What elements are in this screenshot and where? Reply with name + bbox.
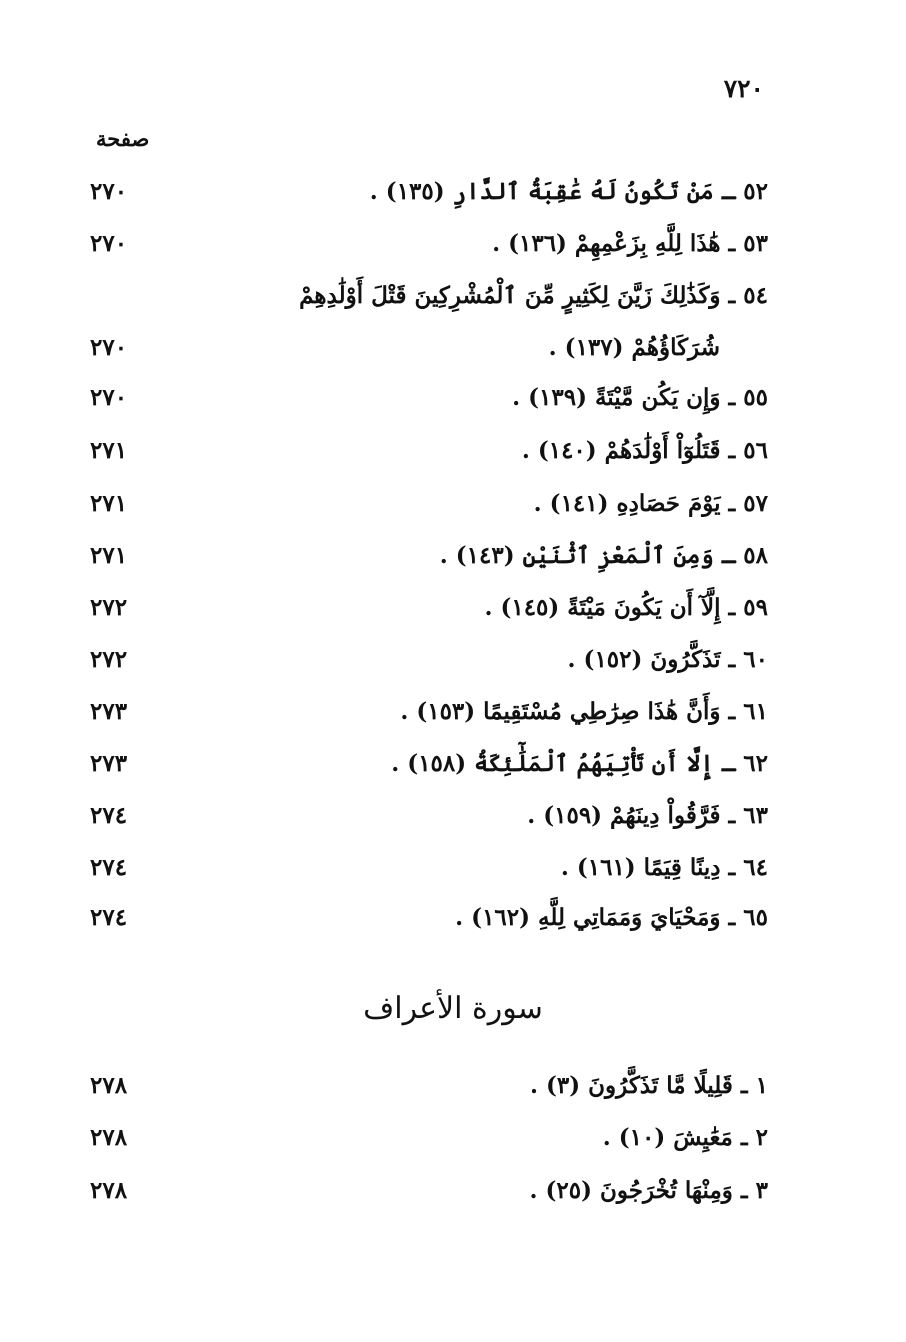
entry-text: ٦٤ ـ دِينًا قِيَمًا (١٦١) .	[560, 854, 768, 881]
entry-page-number: ٢٧٨	[90, 1177, 128, 1204]
entry-page-number: ٢٧٨	[90, 1124, 128, 1151]
entry-page-number: ٢٧٣	[90, 698, 128, 725]
entry-text: ٥٦ ـ قَتَلُوٓاْ أَوْلَٰدَهُمْ (١٤٠) .	[521, 437, 768, 464]
list-item	[90, 640, 768, 680]
list-item	[90, 378, 768, 418]
entry-page-number: ٢٧٠	[90, 384, 128, 411]
list-item	[90, 1118, 768, 1158]
entry-page-number: ٢٧٨	[90, 1072, 128, 1099]
entry-text: ١ ـ قَلِيلًا مَّا تَذَكَّرُونَ (٣) .	[530, 1072, 768, 1099]
entry-text: ٦١ ـ وَأَنَّ هَٰذَا صِرَٰطِي مُسْتَقِيمًا (١٥٣) .	[400, 698, 768, 725]
entry-page-number: ٢٧٤	[90, 904, 128, 931]
list-item	[90, 744, 768, 784]
list-item	[90, 431, 768, 471]
entry-text-continuation: شُرَكَاؤُهُمْ (١٣٧) .	[548, 334, 720, 361]
entry-page-number: ٢٧٢	[90, 594, 128, 621]
entry-text: ٣ ـ وَمِنْهَا تُخْرَجُونَ (٢٥) .	[529, 1177, 768, 1204]
list-item	[90, 1171, 768, 1211]
list-item	[90, 692, 768, 732]
entry-page-number: ٢٧١	[90, 437, 128, 464]
section-title: سورة الأعراف	[363, 991, 543, 1026]
entry-text: ٥٣ ـ هَٰذَا لِلَّهِ بِزَعْمِهِمْ (١٣٦) .	[492, 230, 768, 257]
entry-page-number: ٢٧١	[90, 542, 128, 569]
entry-text: ٥٩ ـ إِلَّآ أَن يَكُونَ مَيْتَةً (١٤٥) .	[484, 594, 768, 621]
entry-text: ٦٣ ـ فَرَّقُواْ دِينَهُمْ (١٥٩) .	[527, 802, 768, 829]
list-item	[90, 328, 768, 368]
entry-text: ٦٢ ـ إِلَّا أَن تَأْتِيَهُمُ ٱلْمَلَٰٓئِكَةُ (١٥٨) .	[391, 750, 768, 777]
list-item	[90, 536, 768, 576]
entry-text: ٥٢ ـ مَنْ تَكُونُ لَهُ عَٰقِبَةُ ٱلدَّارِ (١٣٥) .	[369, 178, 768, 205]
entry-page-number: ٢٧٤	[90, 802, 128, 829]
entry-page-number: ٢٧٣	[90, 750, 128, 777]
entry-page-number: ٢٧٢	[90, 646, 128, 673]
entry-page-number: ٢٧٠	[90, 230, 128, 257]
entry-text: ٦٠ ـ تَذَكَّرُونَ (١٥٢) .	[567, 646, 768, 673]
list-item	[90, 484, 768, 524]
entry-text: ٥٤ ـ وَكَذَٰلِكَ زَيَّنَ لِكَثِيرٍ مِّنَ ٱلْمُشْرِكِينَ قَتْلَ أَوْلَٰدِهِمْ	[299, 282, 768, 309]
list-item	[90, 796, 768, 836]
list-item	[90, 224, 768, 264]
entry-page-number: ٢٧١	[90, 490, 128, 517]
entry-page-number: ٢٧٠	[90, 334, 128, 361]
list-item	[90, 1066, 768, 1106]
entry-text: ٦٥ ـ وَمَحْيَايَ وَمَمَاتِي لِلَّهِ (١٦٢) .	[455, 904, 768, 931]
list-item	[90, 588, 768, 628]
entry-text: ٢ ـ مَعَٰيِشَ (١٠) .	[602, 1124, 768, 1151]
list-item	[90, 898, 768, 938]
page-number: ٧٢٠	[723, 74, 764, 103]
list-item	[90, 172, 768, 212]
entry-text: ٥٨ ـ وَمِنَ ٱلْمَعْزِ ٱثْنَيْنِ (١٤٣) .	[439, 542, 768, 569]
entry-page-number: ٢٧٤	[90, 854, 128, 881]
page-column-label: صفحة	[96, 126, 150, 151]
entry-page-number: ٢٧٠	[90, 178, 128, 205]
list-item	[90, 848, 768, 888]
list-item	[90, 276, 768, 316]
entry-text: ٥٧ ـ يَوْمَ حَصَادِهِ (١٤١) .	[533, 490, 768, 517]
entry-text: ٥٥ ـ وَإِن يَكُن مَّيْتَةً (١٣٩) .	[512, 384, 768, 411]
